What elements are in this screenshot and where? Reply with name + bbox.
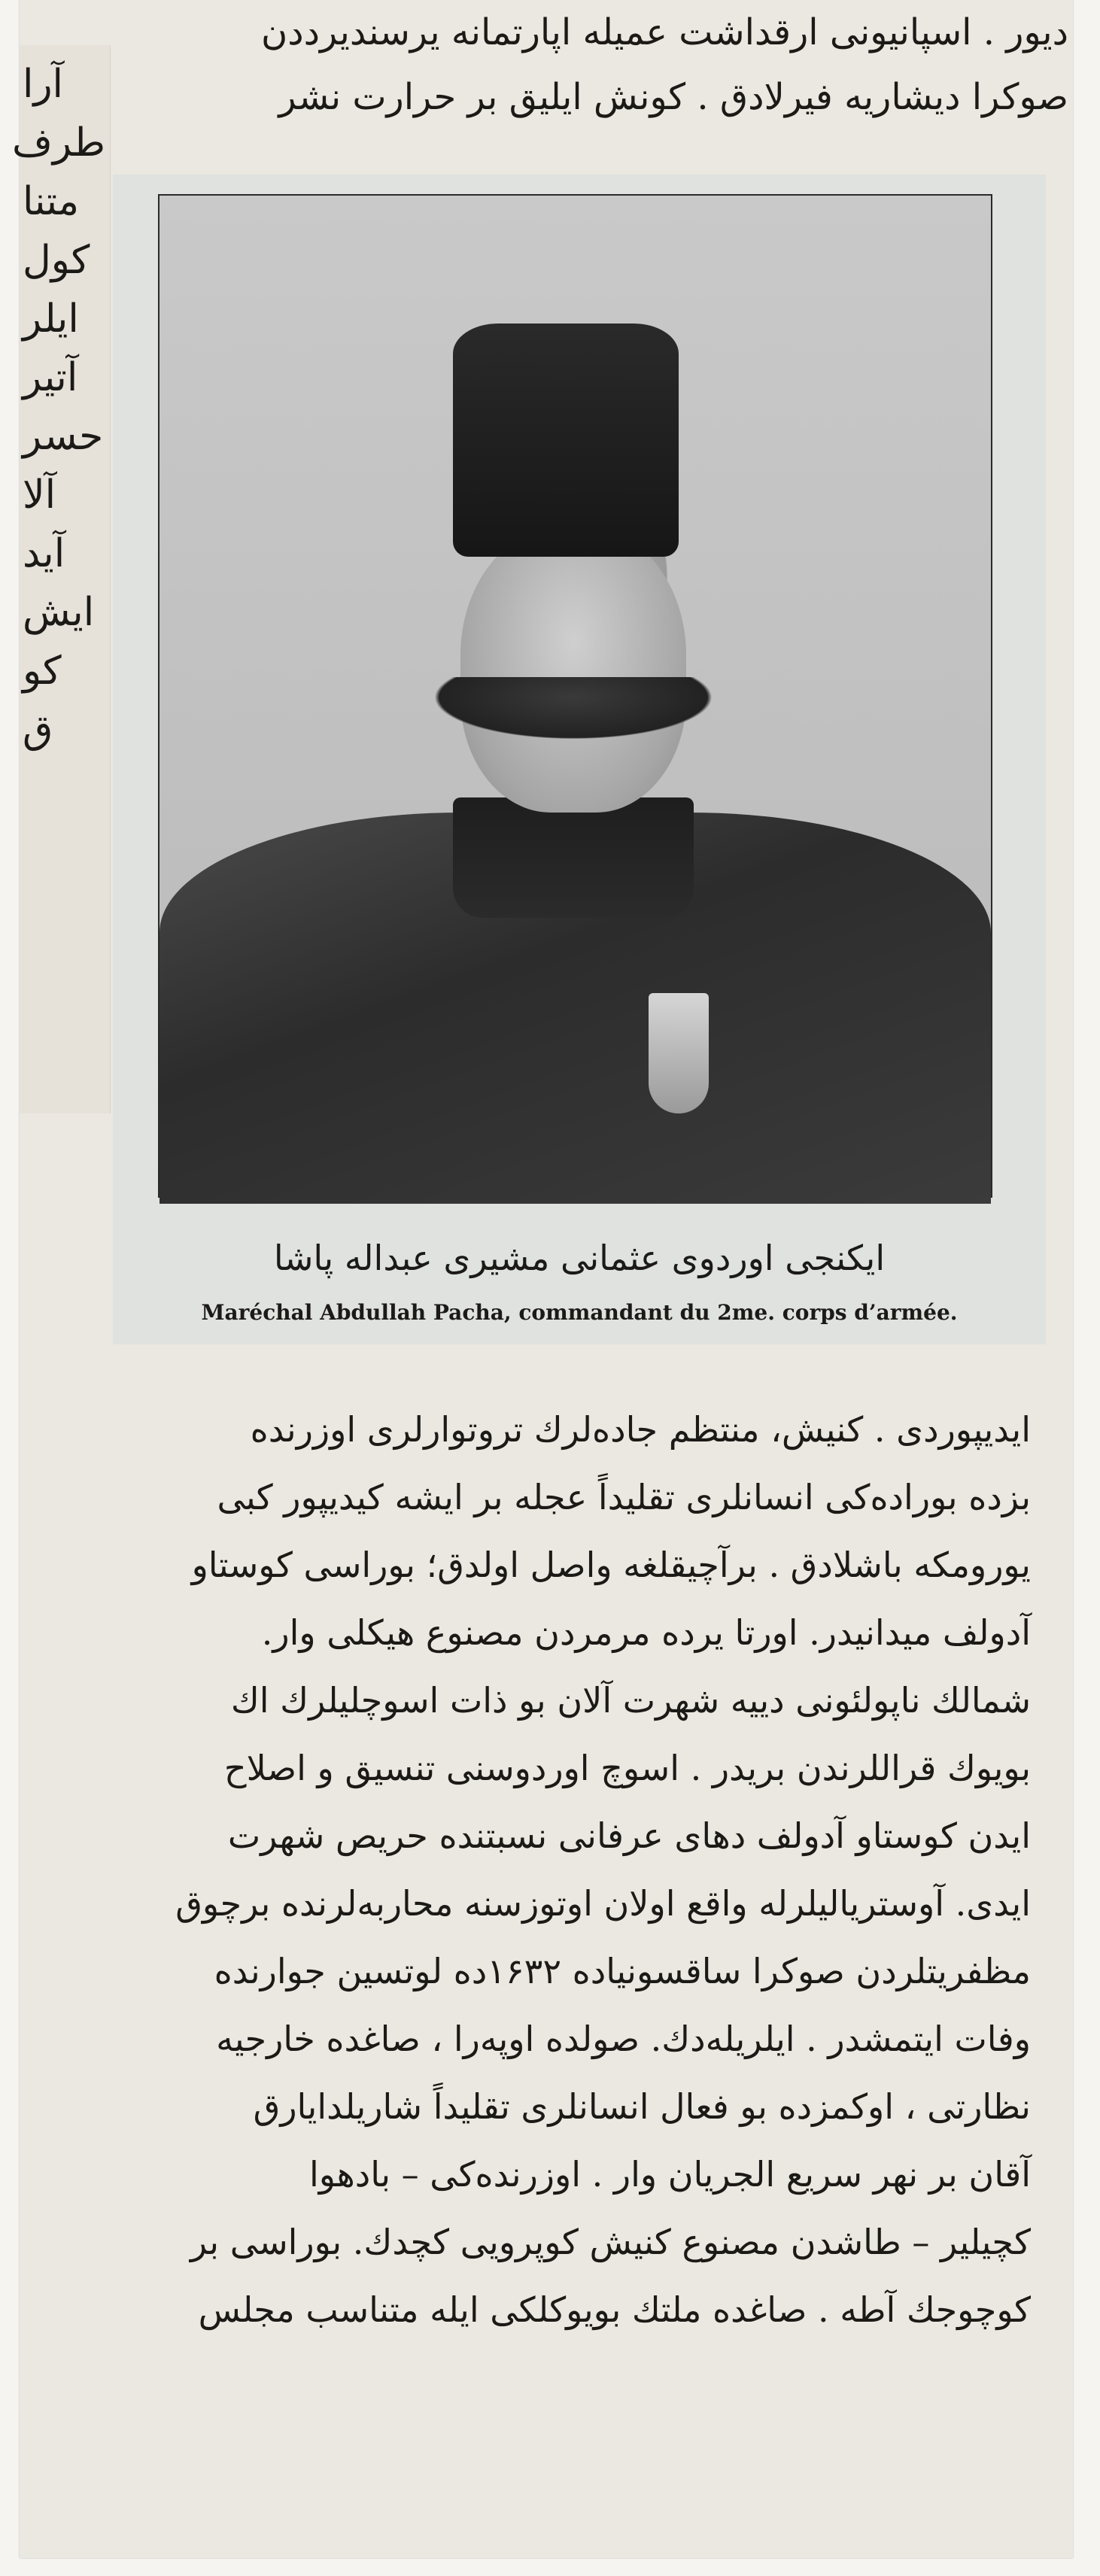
margin-fragment: حسر <box>23 414 104 459</box>
margin-fragment: طرف <box>12 120 105 166</box>
text-line: ایدن کوستاو آدولف دهای عرفانی نسبتنده حریص شهرت <box>227 1815 1031 1856</box>
margin-fragment: آرا <box>23 62 64 107</box>
text-line: دیور . اسپانیونی ارقداشت عمیله اپارتمانه یرسندیرددن <box>261 11 1068 53</box>
margin-fragment: ق <box>23 707 53 752</box>
fez-shape <box>453 324 679 557</box>
caption-ottoman: ایکنجی اوردوی عثمانی مشیری عبداله پاشا <box>273 1238 886 1278</box>
text-line: ایدی. آوستریالیلرله واقع اولان اوتوزسنه محاربه‌لرنده برچوق <box>175 1883 1031 1924</box>
text-line: بزده بوراده‌کی انسانلری تقلیداً عجله بر ایشه کیدیپور کبی <box>217 1477 1031 1517</box>
mustache-shape <box>415 677 731 745</box>
margin-fragment: ایش <box>23 590 95 635</box>
text-line: یورومکه باشلادق . برآچیقلغه واصل اولدق؛ بوراسی کوستاو <box>191 1545 1031 1585</box>
top-text-block <box>120 0 1068 129</box>
collar-shape <box>453 797 694 918</box>
text-line: صوکرا دیشاریه فیرلادق . کونش ایلیق بر حرارت نشر <box>278 76 1068 118</box>
text-line: آدولف میدانیدر. اورتا یرده مرمردن مصنوع هیکلی وار. <box>261 1612 1031 1653</box>
text-line: کوچوجك آطه . صاغده ملتك بویوکلکی ایله متناسب مجلس <box>198 2289 1031 2330</box>
margin-fragment: کول <box>23 238 90 283</box>
text-line: نظارتی ، اوکمزده بو فعال انسانلری تقلیداً شاریلدایارق <box>253 2086 1031 2127</box>
body-text-block <box>150 1396 1031 2344</box>
text-line: وفات ایتمشدر . ایلریله‌دك. صولده اوپه‌را ، صاغده خارجیه <box>216 2019 1031 2059</box>
text-line: بویوك قراللرندن بریدر . اسوچ اوردوسنی تنسیق و اصلاح <box>223 1748 1031 1788</box>
medal-icon <box>649 993 709 1113</box>
text-line: مظفریتلردن صوکرا ساقسونیاده ۱۶۳۲ده لوتسین جوارنده <box>214 1951 1031 1991</box>
portrait-photo <box>158 194 992 1198</box>
caption-french: Maréchal Abdullah Pacha, commandant du 2me. corps d’armée. <box>201 1300 958 1325</box>
text-line: شمالك ناپولئونی دییه شهرت آلان بو ذات اسوچلیلرك اك <box>230 1680 1031 1721</box>
text-line: ایدیپوردی . کنیش، منتظم جاده‌لرك تروتوارلری اوزرنده <box>250 1409 1031 1450</box>
text-line: کچیلیر – طاشدن مصنوع کنیش کوپرویی کچدك. بوراسی بر <box>190 2222 1031 2262</box>
margin-fragment: ایلر <box>23 296 79 342</box>
text-line: آقان بر نهر سریع الجریان وار . اوزرنده‌کی – بادهوا <box>308 2154 1031 2195</box>
margin-fragment: آلا <box>23 472 56 518</box>
left-column-fragments <box>12 60 105 754</box>
margin-fragment: کو <box>23 649 62 694</box>
face-shape <box>460 527 686 813</box>
margin-fragment: آتیر <box>23 355 78 400</box>
margin-fragment: متنا <box>23 179 80 224</box>
margin-fragment: آید <box>23 531 65 576</box>
